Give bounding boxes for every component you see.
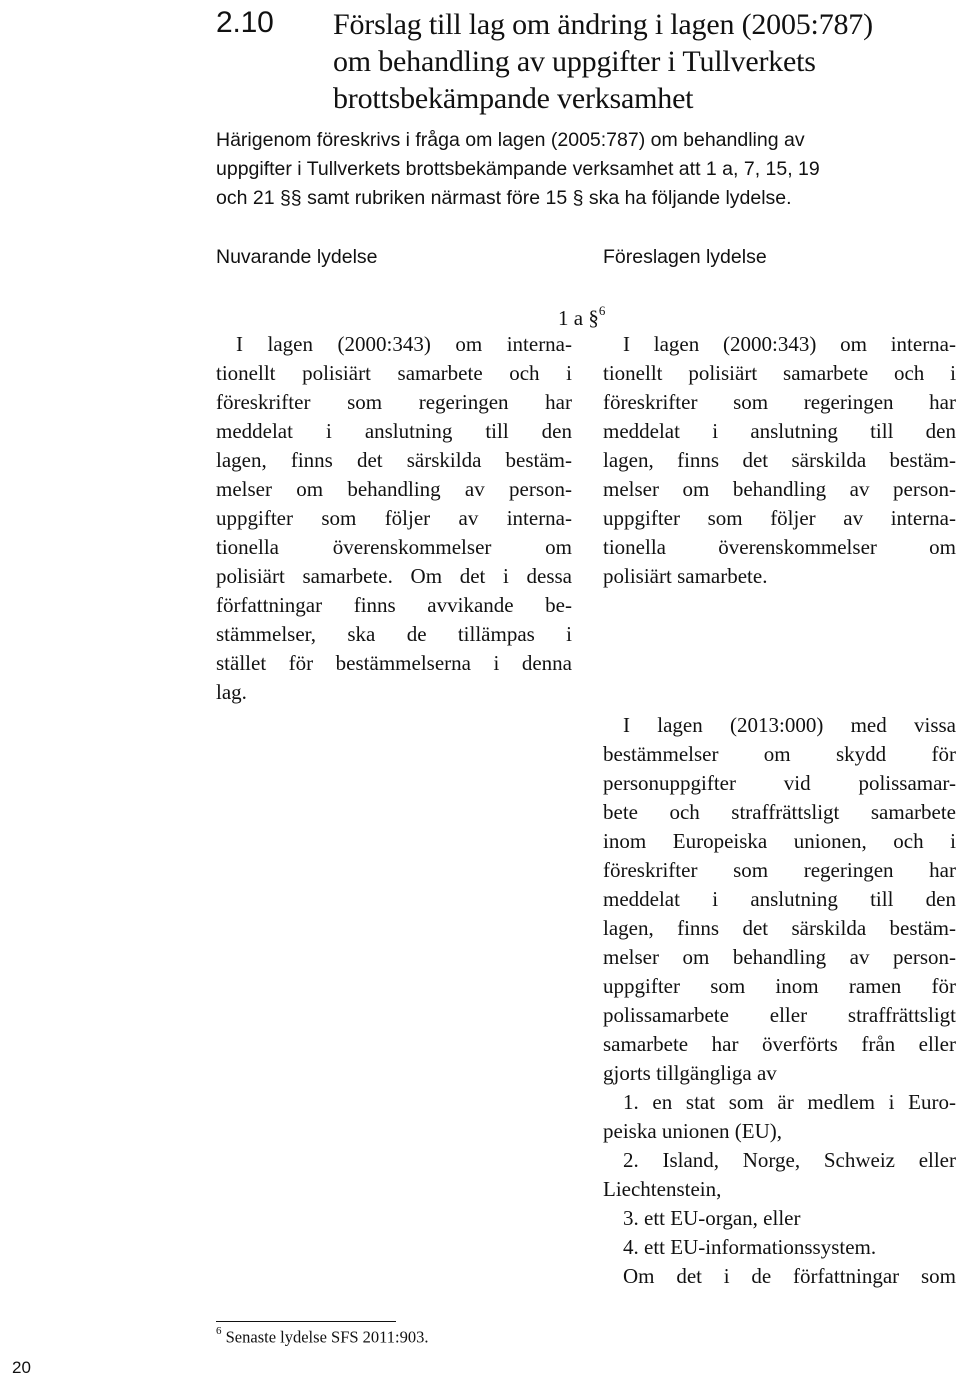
text-line: tionellt polisiärt samarbete och i [603, 361, 956, 385]
intro-line: Härigenom föreskrivs i fråga om lagen (2005:787) om behandling av [216, 129, 805, 151]
text-line: melser om behandling av person- [603, 477, 956, 501]
proposed-wording-heading: Föreslagen lydelse [603, 246, 767, 268]
text-line: melser om behandling av person- [603, 945, 956, 969]
footnote-number: 6 [216, 1325, 222, 1337]
text-line: lag. [216, 680, 247, 704]
heading-line: Förslag till lag om ändring i lagen (2005:787) [333, 8, 873, 41]
text-line: polissamarbete eller straffrättsligt [603, 1003, 956, 1027]
section-mark [558, 305, 605, 331]
text-line: meddelat i anslutning till den [216, 419, 572, 443]
text-line: meddelat i anslutning till den [603, 887, 956, 911]
text-line: 1. en stat som är medlem i Euro- [623, 1090, 956, 1114]
footnote [216, 1327, 429, 1348]
text-line: gjorts tillgängliga av [603, 1061, 777, 1085]
text-line: melser om behandling av person- [216, 477, 572, 501]
text-line: lagen, finns det särskilda bestäm- [603, 448, 956, 472]
section-heading-number: 2.10 [216, 6, 274, 39]
proposed-wording-text-2 [603, 711, 956, 1291]
text-line: uppgifter som följer av interna- [603, 506, 956, 530]
intro-line: uppgifter i Tullverkets brottsbekämpande verksamhet att 1 a, 7, 15, 19 [216, 158, 820, 180]
text-line: lagen, finns det särskilda bestäm- [603, 916, 956, 940]
text-line: uppgifter som följer av interna- [216, 506, 572, 530]
section-heading [333, 6, 943, 117]
text-line: föreskrifter som regeringen har [216, 390, 572, 414]
text-line: Liechtenstein, [603, 1177, 722, 1201]
text-line: stämmelser, ska de tillämpas i [216, 622, 572, 646]
intro-line: och 21 §§ samt rubriken närmast före 15 § ska ha följande lydelse. [216, 187, 792, 209]
heading-line: brottsbekämpande verksamhet [333, 82, 694, 115]
text-line: polisiärt samarbete. Om det i dessa [216, 564, 572, 588]
text-line: bete och straffrättsligt samarbete [603, 800, 956, 824]
footnote-text: Senaste lydelse SFS 2011:903. [225, 1327, 429, 1347]
intro-paragraph [216, 126, 956, 213]
text-line: personuppgifter vid polissamar- [603, 771, 956, 795]
text-line: författningar finns avvikande be- [216, 593, 572, 617]
text-line: 2. Island, Norge, Schweiz eller [623, 1148, 956, 1172]
text-line: peiska unionen (EU), [603, 1119, 783, 1143]
text-line: Om det i de författningar som [623, 1264, 956, 1288]
text-line: polisiärt samarbete. [603, 564, 768, 588]
footnote-divider [216, 1321, 396, 1322]
text-line: föreskrifter som regeringen har [603, 858, 956, 882]
current-wording-heading: Nuvarande lydelse [216, 246, 378, 268]
heading-line: om behandling av uppgifter i Tullverkets [333, 45, 816, 78]
text-line: 4. ett EU-informationssystem. [623, 1235, 877, 1259]
current-wording-text [216, 330, 572, 707]
footnote-ref: 6 [598, 303, 606, 318]
text-line: samarbete har överförts från eller [603, 1032, 956, 1056]
text-line: I lagen (2000:343) om interna- [623, 332, 956, 356]
text-line: lagen, finns det särskilda bestäm- [216, 448, 572, 472]
text-line: tionella överenskommelser om [603, 535, 956, 559]
text-line: inom Europeiska unionen, och i [603, 829, 956, 853]
text-line: meddelat i anslutning till den [603, 419, 956, 443]
text-line: tionella överenskommelser om [216, 535, 572, 559]
text-line: bestämmelser om skydd för [603, 742, 956, 766]
proposed-wording-text-1 [603, 330, 956, 591]
text-line: 3. ett EU-organ, eller [623, 1206, 801, 1230]
text-line: I lagen (2013:000) med vissa [623, 713, 956, 737]
text-line: I lagen (2000:343) om interna- [236, 332, 572, 356]
section-label: 1 a § [558, 306, 599, 330]
text-line: uppgifter som inom ramen för [603, 974, 956, 998]
text-line: föreskrifter som regeringen har [603, 390, 956, 414]
text-line: stället för bestämmelserna i denna [216, 651, 572, 675]
text-line: tionellt polisiärt samarbete och i [216, 361, 572, 385]
page-number: 20 [12, 1358, 31, 1377]
